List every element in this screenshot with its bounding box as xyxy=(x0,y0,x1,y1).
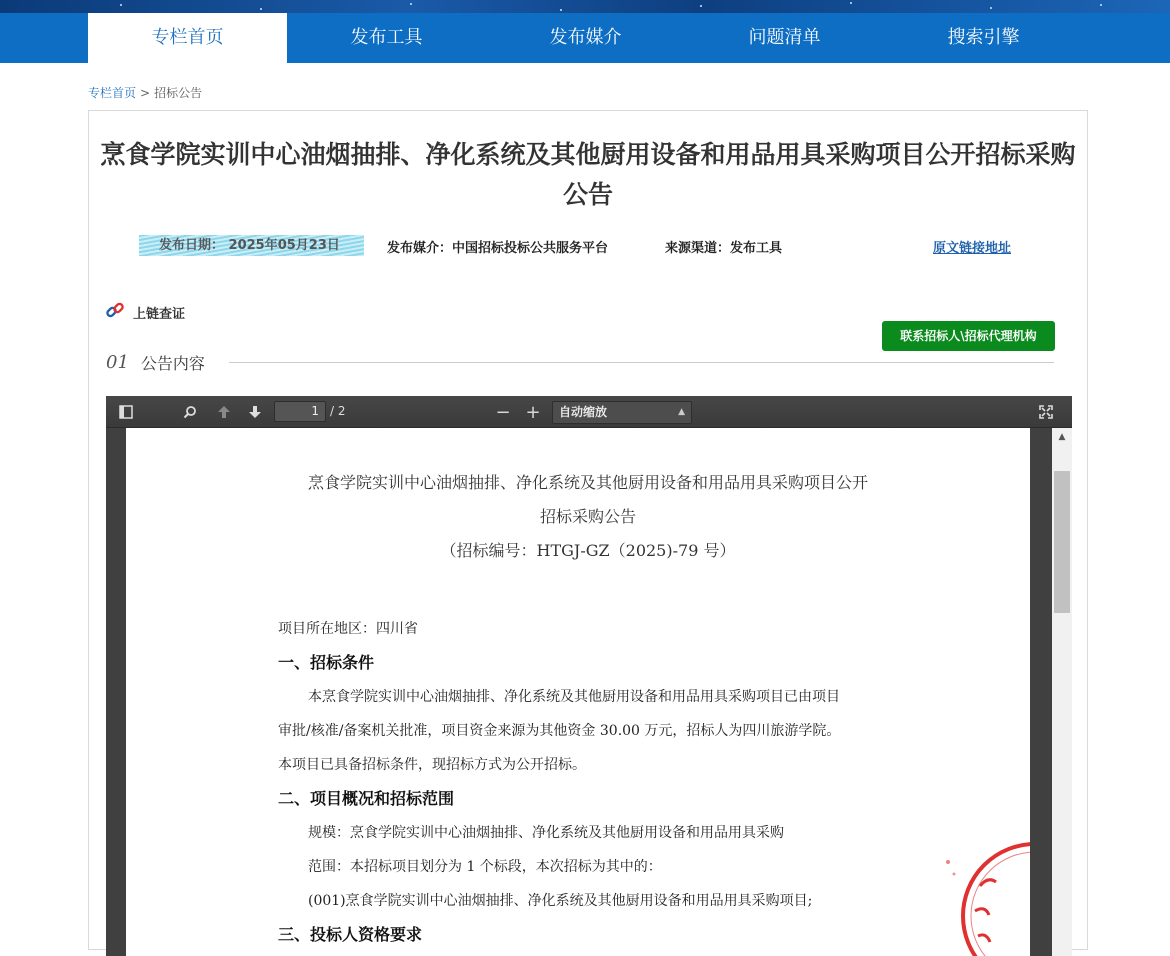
publish-media: 发布媒介：中国招标投标公共服务平台 xyxy=(387,241,609,256)
document-content xyxy=(278,466,898,952)
section-label: 公告内容 xyxy=(140,354,205,373)
top-banner xyxy=(0,0,1170,13)
breadcrumb-separator: > xyxy=(140,86,151,100)
nav-search-engine[interactable]: 搜索引擎 xyxy=(947,27,1020,48)
source-channel: 来源渠道：发布工具 xyxy=(665,241,783,256)
nav-question-list[interactable]: 问题清单 xyxy=(748,27,821,48)
sidebar-toggle-icon[interactable] xyxy=(114,396,138,428)
zoom-value: 自动缩放 xyxy=(559,405,608,419)
breadcrumb xyxy=(88,84,202,101)
pdf-viewer xyxy=(106,396,1072,956)
doc-paragraph-2: 审批/核准/备案机关批准，项目资金来源为其他资金 30.00 万元，招标人为四川旅游学院。 xyxy=(278,723,841,739)
doc-paragraph-3: 本项目已具备招标条件，现招标方式为公开招标。 xyxy=(278,757,586,773)
doc-title-line2: 招标采购公告 xyxy=(539,507,636,526)
doc-scope: 范围：本招标项目划分为 1 个标段，本次招标为其中的： xyxy=(308,859,662,875)
doc-heading-2: 二、项目概况和招标范围 xyxy=(278,789,455,808)
original-link[interactable]: 原文链接地址 xyxy=(933,241,1012,256)
nav-publish-tools[interactable]: 发布工具 xyxy=(350,27,423,48)
doc-scale: 规模：烹食学院实训中心油烟抽排、净化系统及其他厨用设备和用品用具采购 xyxy=(308,825,784,841)
doc-heading-3: 三、投标人资格要求 xyxy=(278,925,423,944)
search-icon[interactable] xyxy=(178,396,202,428)
page-title: 烹食学院实训中心油烟抽排、净化系统及其他厨用设备和用品用具采购项目公开招标采购公告 xyxy=(100,141,1076,209)
zoom-in-icon[interactable]: + xyxy=(525,401,541,423)
zoom-out-icon[interactable]: − xyxy=(495,401,511,423)
doc-region: 项目所在地区：四川省 xyxy=(278,621,418,637)
breadcrumb-home[interactable]: 专栏首页 xyxy=(88,86,137,100)
red-seal-stamp xyxy=(940,826,1030,956)
article-panel xyxy=(88,110,1088,950)
nav-publish-media[interactable]: 发布媒介 xyxy=(549,27,622,48)
vertical-scrollbar[interactable] xyxy=(1052,428,1072,956)
page-down-icon[interactable] xyxy=(243,396,267,428)
publish-date: 发布日期： 2025年05月23日 xyxy=(139,235,364,256)
doc-lot: (001)烹食学院实训中心油烟抽排、净化系统及其他厨用设备和用品用具采购项目; xyxy=(308,893,813,909)
page-up-icon[interactable] xyxy=(212,396,236,428)
pdf-toolbar xyxy=(106,396,1072,428)
chain-link-icon xyxy=(105,300,125,324)
breadcrumb-current: 招标公告 xyxy=(154,86,203,100)
doc-heading-1: 一、招标条件 xyxy=(278,653,375,672)
page-number-input[interactable]: 1 xyxy=(274,401,326,422)
doc-title-line1: 烹食学院实训中心油烟抽排、净化系统及其他厨用设备和用品用具采购项目公开 xyxy=(307,473,868,492)
scroll-up-icon[interactable]: ▲ xyxy=(1058,432,1066,442)
chain-verify[interactable] xyxy=(105,301,185,323)
main-nav xyxy=(0,13,1170,63)
section-divider xyxy=(229,362,1054,363)
select-arrows-icon: ▲ xyxy=(678,407,685,417)
doc-tender-code: （招标编号：HTGJ-GZ（2025)-79 号） xyxy=(440,541,736,560)
scrollbar-thumb[interactable] xyxy=(1054,471,1070,613)
fullscreen-icon[interactable] xyxy=(1034,396,1058,428)
section-number: 01 xyxy=(106,352,129,373)
nav-home[interactable]: 专栏首页 xyxy=(88,13,287,63)
pdf-page xyxy=(126,428,1030,956)
chain-verify-label: 上链查证 xyxy=(133,306,186,322)
doc-paragraph-1: 本烹食学院实训中心油烟抽排、净化系统及其他厨用设备和用品用具采购项目已由项目 xyxy=(308,689,840,705)
page-total: / 2 xyxy=(330,404,346,418)
contact-tenderer-button[interactable]: 联系招标人\招标代理机构 xyxy=(882,321,1055,351)
section-header xyxy=(106,351,1054,374)
zoom-select[interactable] xyxy=(552,401,692,424)
